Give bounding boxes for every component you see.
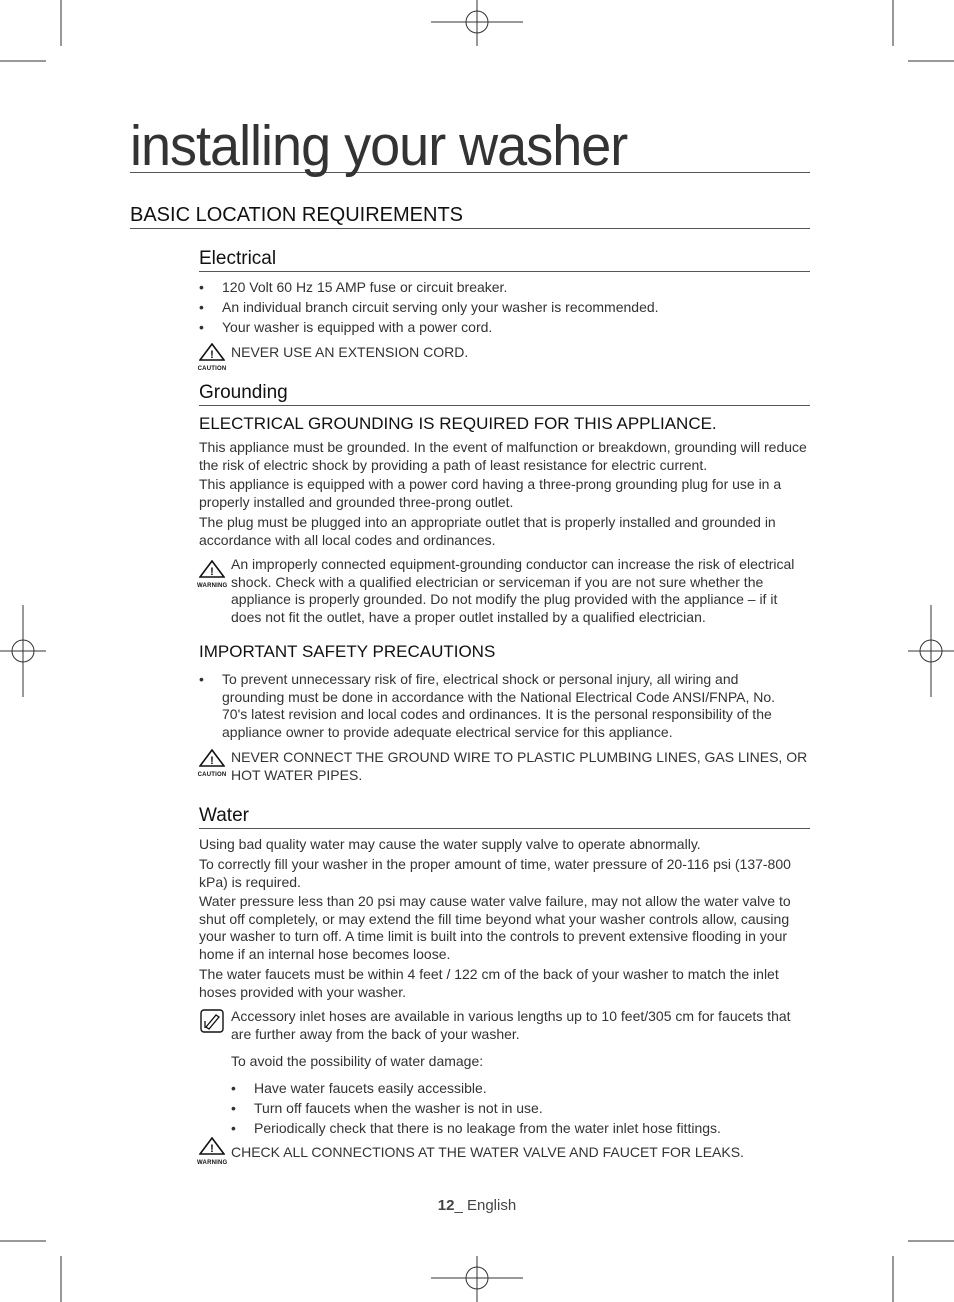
list-item: • 120 Volt 60 Hz 15 AMP fuse or circuit breaker. <box>199 279 508 295</box>
caution-triangle-icon: ! CAUTION <box>197 343 227 373</box>
grounding-heading: Grounding <box>199 382 810 406</box>
list-item: • Periodically check that there is no leakage from the water inlet hose fittings. <box>231 1120 721 1136</box>
note-pencil-icon <box>197 1008 227 1039</box>
note-notice <box>199 1008 810 1048</box>
page-number: 12 <box>437 1197 455 1214</box>
svg-text:!: ! <box>210 755 214 767</box>
warning-notice <box>199 556 810 628</box>
warning-notice <box>199 1137 810 1167</box>
note-lead: To avoid the possibility of water damage: <box>231 1053 484 1069</box>
section-title: BASIC LOCATION REQUIREMENTS <box>130 204 810 229</box>
note-text: Accessory inlet hoses are available in various lengths up to 10 feet/305 cm for faucets that are further away from the back of your washer. <box>231 1008 791 1042</box>
svg-text:!: ! <box>210 349 214 361</box>
safety-heading: IMPORTANT SAFETY PRECAUTIONS <box>199 642 496 661</box>
caution-triangle-icon: ! CAUTION <box>197 749 227 779</box>
list-item: • Have water faucets easily accessible. <box>231 1080 487 1096</box>
warning-triangle-icon: ! WARNING <box>197 1137 227 1167</box>
paragraph: To correctly fill your washer in the proper amount of time, water pressure of 20-116 psi (137-800 kPa) is required. <box>199 856 791 890</box>
list-item: • An individual branch circuit serving only your washer is recommended. <box>199 299 659 315</box>
list-item: • To prevent unnecessary risk of fire, electrical shock or personal injury, all wiring and grounding must be done in accordance with the National Electrical Code ANSI/FNPA, No. 70's latest revision and local codes and ordinances. It is the personal responsibility of the appliance owner to provide adequate electrical service for this appliance. <box>199 671 776 740</box>
paragraph: The plug must be plugged into an appropriate outlet that is properly installed and grounded in accordance with all local codes and ordinances. <box>199 514 776 548</box>
page-title: installing your washer <box>130 120 810 173</box>
warning-triangle-icon: ! WARNING <box>197 560 227 590</box>
water-heading: Water <box>199 805 810 829</box>
svg-text:!: ! <box>210 566 214 578</box>
paragraph: This appliance is equipped with a power cord having a three-prong grounding plug for use in a properly installed and grounded three-prong outlet. <box>199 476 782 510</box>
svg-text:!: ! <box>210 1143 214 1155</box>
warning-text: An improperly connected equipment-grounding conductor can increase the risk of electrical shock. Check with a qualified electrician or serviceman if you are not sure whether the appliance is properly grounded. Do not modify the plug provided with the appliance – if it does not fit the outlet, have a proper outlet installed by a qualified electrician. <box>231 556 795 625</box>
paragraph: Water pressure less than 20 psi may cause water valve failure, may not allow the water valve to shut off completely, or may extend the fill time beyond what your washer controls allow, causing your washer to turn off. A time limit is built into the controls to prevent extensive flooding in your home if an internal hose becomes loose. <box>199 893 791 962</box>
page-footer <box>0 1197 954 1214</box>
caution-text: NEVER CONNECT THE GROUND WIRE TO PLASTIC PLUMBING LINES, GAS LINES, OR HOT WATER PIPES. <box>231 749 808 783</box>
list-item: • Your washer is equipped with a power cord. <box>199 319 493 335</box>
list-item: • Turn off faucets when the washer is not in use. <box>231 1100 543 1116</box>
caution-notice <box>199 749 810 785</box>
grounding-subheading: ELECTRICAL GROUNDING IS REQUIRED FOR THIS APPLIANCE. <box>199 414 717 433</box>
electrical-heading: Electrical <box>199 248 810 272</box>
warning-text: CHECK ALL CONNECTIONS AT THE WATER VALVE AND FAUCET FOR LEAKS. <box>231 1144 744 1160</box>
paragraph: Using bad quality water may cause the water supply valve to operate abnormally. <box>199 836 701 852</box>
paragraph: This appliance must be grounded. In the event of malfunction or breakdown, grounding will reduce the risk of electric shock by providing a path of least resistance for electric current. <box>199 439 807 473</box>
caution-text: NEVER USE AN EXTENSION CORD. <box>231 344 469 360</box>
caution-notice <box>197 343 810 372</box>
paragraph: The water faucets must be within 4 feet / 122 cm of the back of your washer to match the inlet hoses provided with your washer. <box>199 966 779 1000</box>
footer-language: _ English <box>454 1197 517 1214</box>
